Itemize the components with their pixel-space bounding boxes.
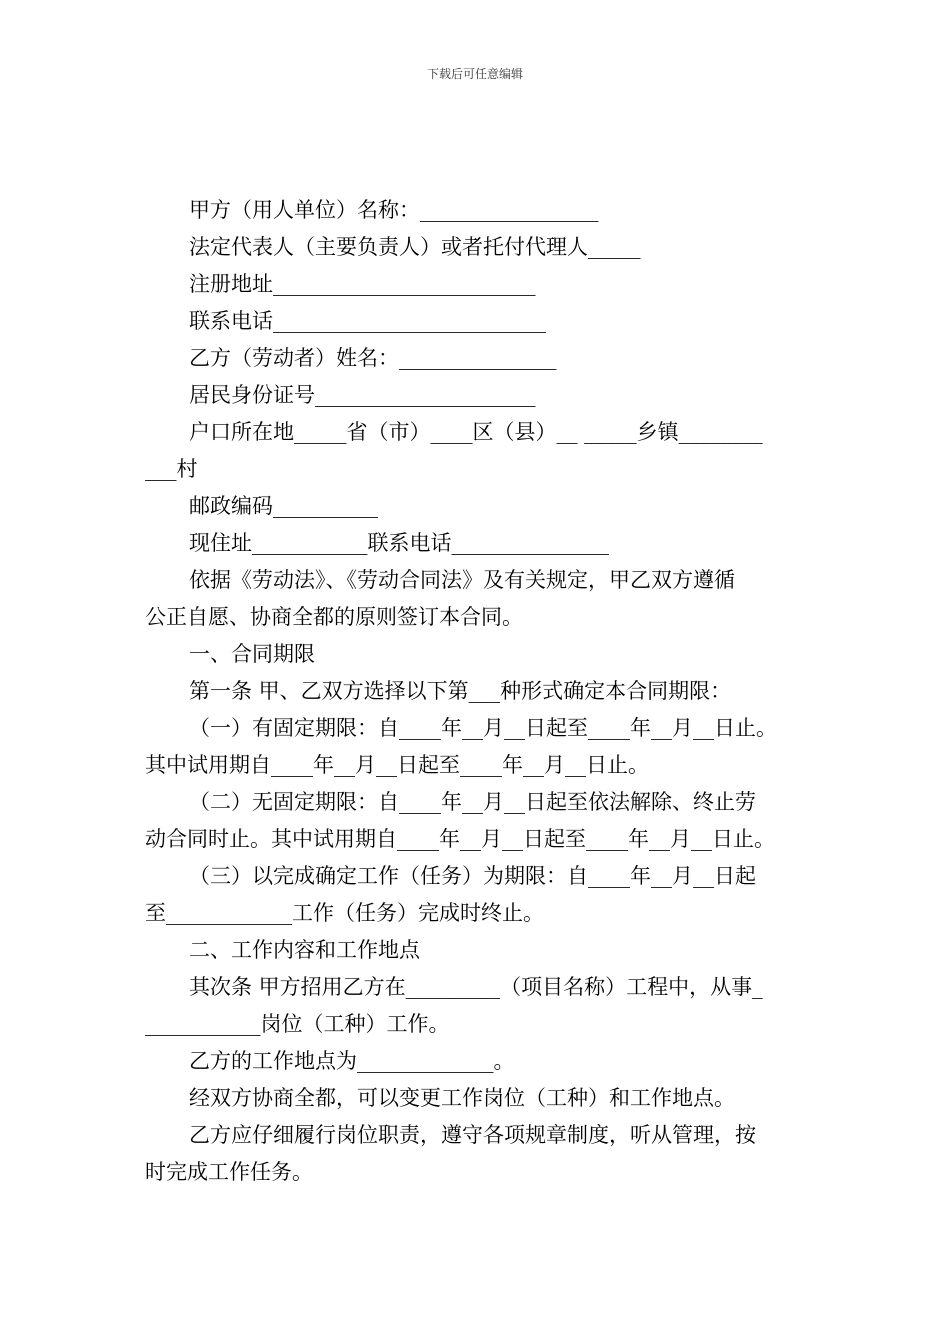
- text-line: 第一条 甲、乙双方选择以下第___种形式确定本合同期限：: [189, 679, 732, 703]
- text-line: 现住址___________联系电话_______________: [189, 531, 609, 555]
- text-line: 户口所在地_____省（市）____区（县）__ _____乡镇________: [189, 420, 763, 444]
- text-line: 甲方（用人单位）名称：_________________: [189, 198, 599, 222]
- text-line: 至____________工作（任务）完成时终止。: [145, 901, 544, 925]
- text-line: 二、工作内容和工作地点: [189, 938, 420, 962]
- text-line: 联系电话__________________________: [189, 309, 546, 333]
- text-line: 居民身份证号_____________________: [189, 383, 536, 407]
- text-line: 乙方应仔细履行岗位职责，遵守各项规章制度，听从管理，按: [189, 1123, 756, 1147]
- contract-body: [145, 192, 825, 1191]
- text-line: ___________岗位（工种）工作。: [145, 1012, 450, 1036]
- text-line: 其次条 甲方招用乙方在_________（项目名称）工程中，从事_: [189, 975, 763, 999]
- text-line: （二）无固定期限：自____年__月__日起至依法解除、终止劳: [189, 790, 756, 814]
- text-line: （三）以完成确定工作（任务）为期限：自____年__月__日起: [189, 864, 756, 888]
- text-line: 乙方的工作地点为_____________。: [189, 1049, 515, 1073]
- text-line: 经双方协商全都，可以变更工作岗位（工种）和工作地点。: [189, 1086, 735, 1110]
- text-line: 其中试用期自____年__月__日起至____年__月__日止。: [145, 753, 649, 777]
- text-line: ___村: [145, 457, 198, 481]
- text-line: 动合同时止。其中试用期自____年__月__日起至____年__月__日止。: [145, 827, 775, 851]
- text-line: 公正自愿、协商全都的原则签订本合同。: [145, 605, 523, 629]
- text-line: 乙方（劳动者）姓名：_______________: [189, 346, 557, 370]
- page-header: 下载后可任意编辑: [426, 67, 523, 81]
- text-line: 时完成工作任务。: [145, 1160, 313, 1184]
- text-line: 依据《劳动法》、《劳动合同法》及有关规定，甲乙双方遵循: [189, 568, 735, 592]
- text-line: 法定代表人（主要负责人）或者托付代理人_____: [189, 235, 641, 259]
- text-line: 注册地址_________________________: [189, 272, 536, 296]
- text-line: （一）有固定期限：自____年__月__日起至____年__月__日止。: [189, 716, 777, 740]
- text-line: 邮政编码__________: [189, 494, 378, 518]
- text-line: 一、合同期限: [189, 642, 315, 666]
